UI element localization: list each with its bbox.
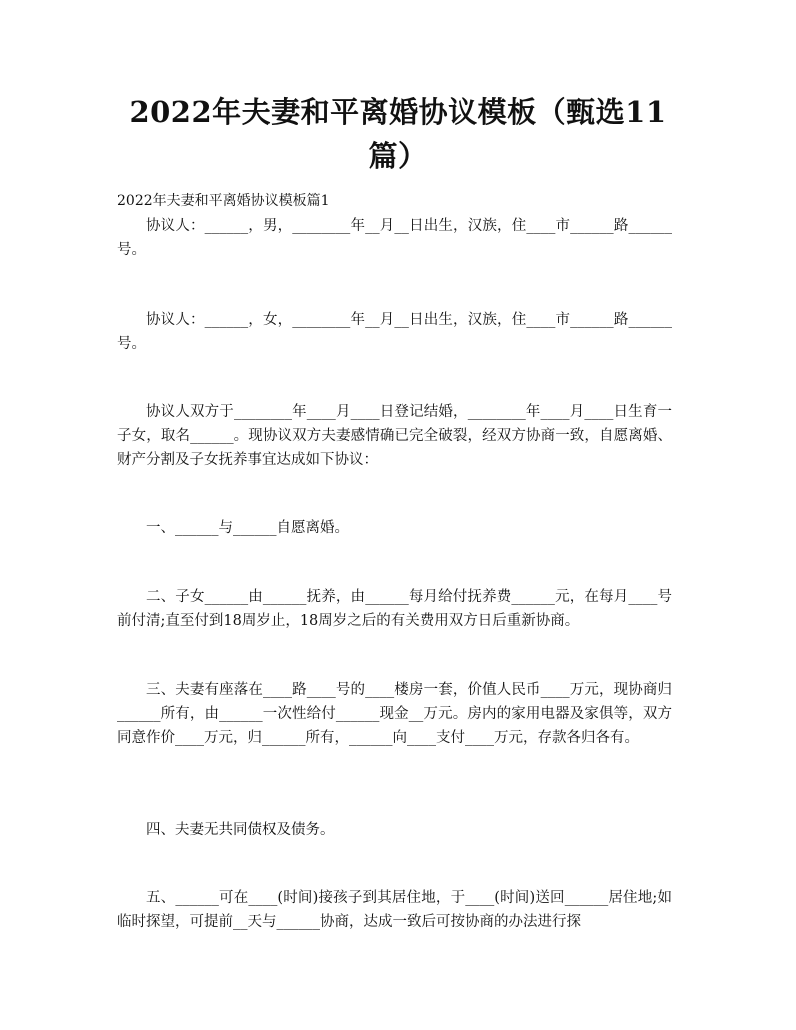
paragraph-party-male: 协议人：______，男，________年__月__日出生，汉族，住____市______路______号。: [117, 218, 672, 258]
paragraph-clause-1: 一、______与______自愿离婚。: [146, 520, 349, 536]
section-heading: 2022年夫妻和平离婚协议模板篇1: [117, 193, 330, 209]
paragraph-clause-5: 五、______可在____(时间)接孩子到其居住地，于____(时间)送回______居住地;如临时探望，可提前__天与______协商，达成一致后可按协商的办法进行探: [117, 890, 672, 930]
paragraph-clause-4: 四、夫妻无共同债权及债务。: [146, 822, 335, 838]
paragraph-clause-3: 三、夫妻有座落在____路____号的____楼房一套，价值人民币____万元，现协商归______所有，由______一次性给付______现金__万元。房内的家用电器及家俱等，双方同意作价____万元，归______所有，______向____支付____万元，存款各归各有。: [117, 682, 672, 746]
document-title: 2022年夫妻和平离婚协议模板（甄选11篇）: [129, 95, 667, 173]
paragraph-clause-2: 二、子女______由______抚养，由______每月给付抚养费______元，在每月____号前付清;直至付到18周岁止，18周岁之后的有关费用双方日后重新协商。: [117, 589, 672, 629]
paragraph-party-female: 协议人：______，女，________年__月__日出生，汉族，住____市______路______号。: [117, 312, 672, 352]
paragraph-marriage-info: 协议人双方于________年____月____日登记结婚，________年____月____日生育一子女，取名______。现协议双方夫妻感情确已完全破裂，经双方协商一致，自愿离婚、财产分割及子女抚养事宜达成如下协议：: [117, 404, 672, 468]
